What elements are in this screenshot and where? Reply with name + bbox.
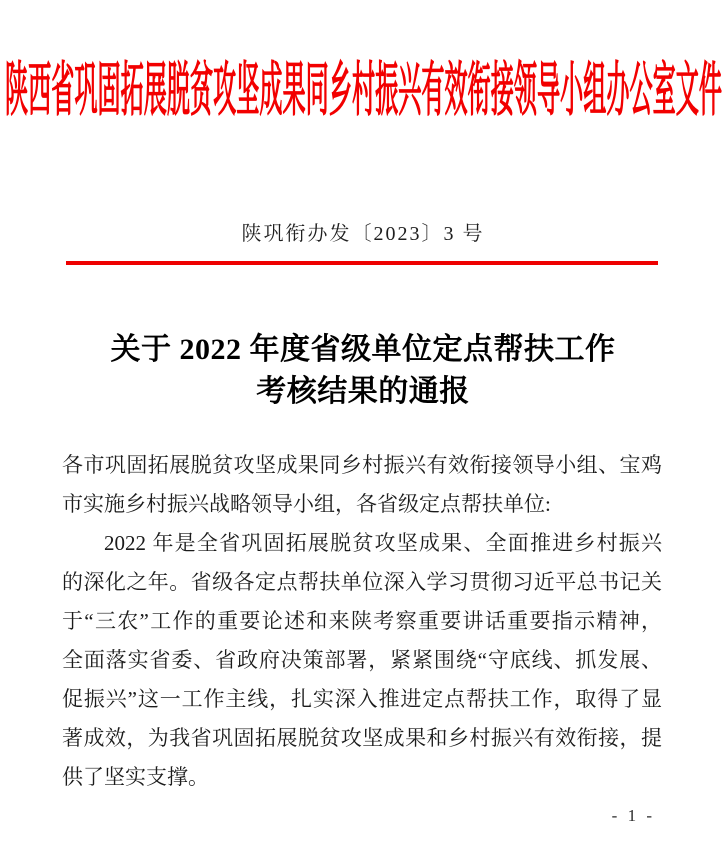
body-text-line: 于“三农”工作的重要论述和来陕考察重要讲话重要指示精神， <box>62 609 662 633</box>
body-text-line: 各市巩固拓展脱贫攻坚成果同乡村振兴有效衔接领导小组、宝鸡 <box>62 453 662 477</box>
red-divider-line <box>66 261 658 265</box>
body-text-line: 促振兴”这一工作主线，扎实深入推进定点帮扶工作，取得了显 <box>62 687 662 711</box>
red-header-banner <box>0 58 726 122</box>
red-header-text: 陕西省巩固拓展脱贫攻坚成果同乡村振兴有效衔接领导小组办公室文件 <box>4 56 722 123</box>
body-text-line: 全面落实省委、省政府决策部署，紧紧围绕“守底线、抓发展、 <box>62 648 662 672</box>
body-text-line: 供了坚实支撑。 <box>62 765 209 789</box>
body-text-line: 的深化之年。省级各定点帮扶单位深入学习贯彻习近平总书记关 <box>62 570 662 594</box>
body-text-line: 市实施乡村振兴战略领导小组，各省级定点帮扶单位: <box>62 492 551 516</box>
title-line-1: 关于 2022 年度省级单位定点帮扶工作 <box>110 333 616 366</box>
document-title <box>0 329 726 413</box>
page-number: - 1 - <box>611 806 655 825</box>
title-line-2: 考核结果的通报 <box>256 375 470 408</box>
document-body <box>62 446 662 797</box>
body-text-line: 著成效，为我省巩固拓展脱贫攻坚成果和乡村振兴有效衔接，提 <box>62 726 662 750</box>
body-text-line: 2022 年是全省巩固拓展脱贫攻坚成果、全面推进乡村振兴 <box>104 531 662 555</box>
document-number: 陕巩衔办发〔2023〕3 号 <box>241 223 485 245</box>
